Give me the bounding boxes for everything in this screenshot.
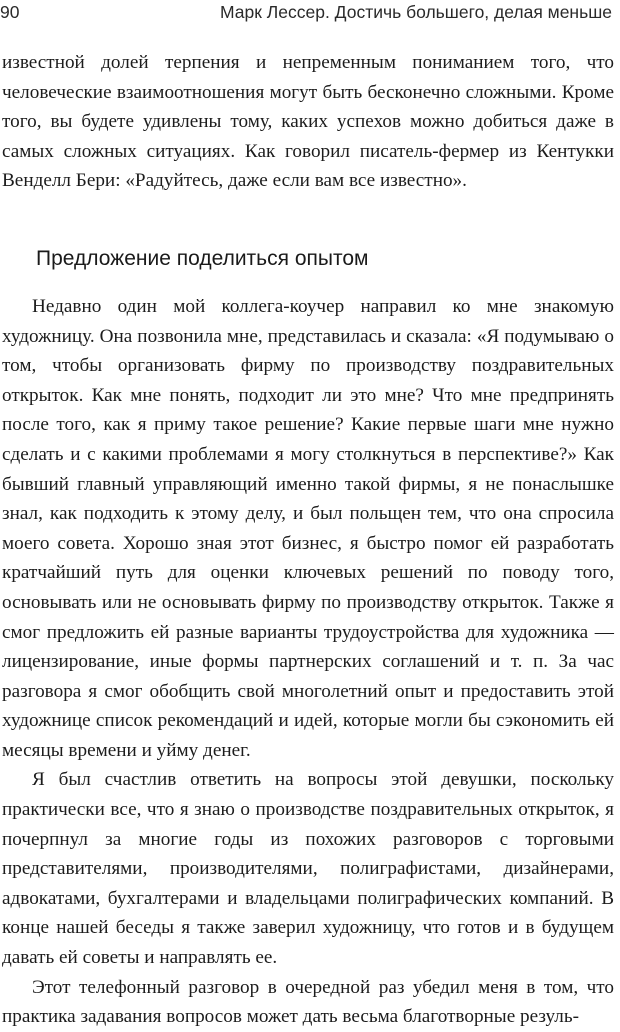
page-body bbox=[2, 48, 614, 1032]
paragraph-1: Недавно один мой коллега-коучер направил ко мне знакомую художницу. Она позвонила мне, представилась и сказала: «Я подумываю о том, чтобы организовать фирму по производству поздравительных открыток. Как мне понять, подходит ли это мне? Что мне предпринять после того, как я приму такое решение? Какие первые шаги мне нужно сделать и с какими проблемами я могу столкнуться в перспективе?» Как бывший главный управляющий именно такой фирмы, я не понаслышке знал, как подходить к этому делу, и был польщен тем, что она спросила моего совета. Хорошо зная этот бизнес, я быстро помог ей разработать кратчайший путь для оценки ключевых решений по поводу того, основывать или не основывать фирму по производству открыток. Также я смог предложить ей разные варианты трудоустройства для художника — лицензирование, иные формы партнерских соглашений и т. п. За час разговора я смог обобщить свой многолетний опыт и предоставить этой художнице список рекомендаций и идей, которые могли бы сэкономить ей месяцы времени и уйму денег. bbox=[2, 295, 614, 761]
paragraph-continued: известной долей терпения и непременным пониманием того, что человеческие взаимоотношения могут быть бесконечно сложными. Кроме того, вы будете удивлены тому, каких успехов можно добиться даже в самых сложных ситуациях. Как говорил писатель-фермер из Кентукки Венделл Бери: «Радуйтесь, даже если вам все известно». bbox=[2, 52, 614, 192]
paragraph-3: Этот телефонный разговор в очередной раз убедил меня в том, что практика задавания вопросов может дать весьма благотворные резуль- bbox=[2, 976, 614, 1028]
page-number: 90 bbox=[0, 2, 20, 22]
running-title: Марк Лессер. Достичь большего, делая меньше bbox=[220, 2, 612, 22]
page-header bbox=[0, 0, 612, 26]
paragraph-2: Я был счастлив ответить на вопросы этой девушки, поскольку практически все, что я знаю о производстве поздравительных открыток, я почерпнул за многие годы из похожих разговоров с торговыми представителями, производителями, полиграфистами, дизайнерами, адвокатами, бухгалтерами и владельцами полиграфических компаний. В конце нашей беседы я также заверил художницу, что готов и в будущем давать ей советы и направлять ее. bbox=[2, 769, 614, 969]
section-heading: Предложение поделиться опытом bbox=[36, 246, 369, 270]
